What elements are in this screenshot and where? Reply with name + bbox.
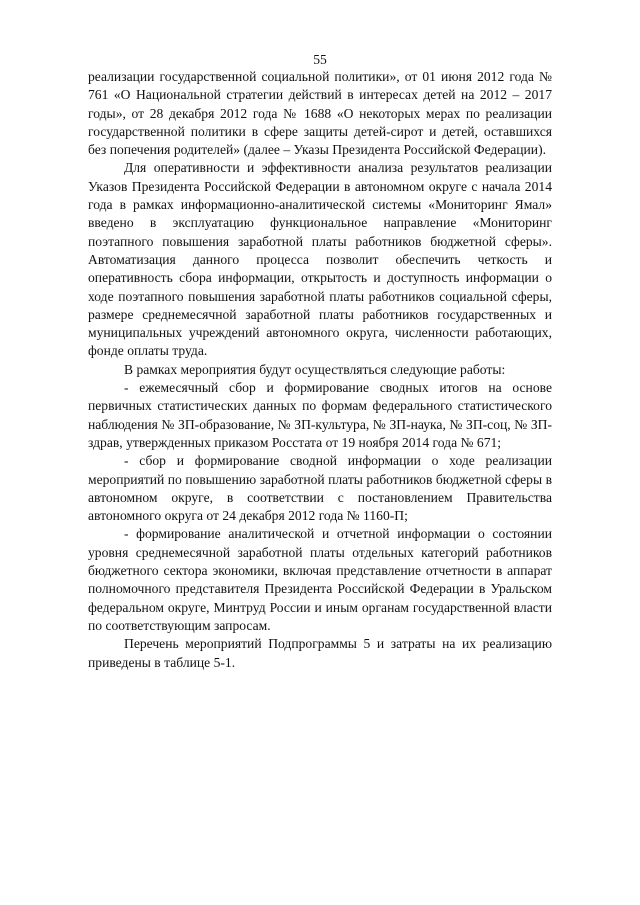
document-body — [88, 68, 552, 672]
page-number: 55 — [313, 52, 327, 67]
paragraph-works-intro: В рамках мероприятия будут осуществляться следующие работы: — [124, 361, 506, 377]
list-item-monthly-collection: - ежемесячный сбор и формирование сводных итогов на основе первичных статистических данных по формам федерального статистического наблюдения № ЗП-образование, № ЗП-культура, № ЗП-наука, № ЗП-соц, № ЗП-здрав, утвержденных приказом Росстата от 19 ноября 2014 года № 671; — [88, 380, 552, 450]
paragraph-monitoring-system: Для оперативности и эффективности анализа результатов реализации Указов Президента Российской Федерации в автономном округе с начала 2014 года в рамках информационно-аналитической системы «Мониторинг Ямал» введено в эксплуатацию функциональное направление «Мониторинг поэтапного повышения заработной платы работников бюджетной сферы». Автоматизация данного процесса позволит обеспечить четкость и оперативность сбора информации, открытость и доступность информации о ходе поэтапного повышения заработной платы работников социальной сферы, размере среднемесячной заработной платы работников государственных и муниципальных учреждений автономного округа, численности работающих, фонде оплаты труда. — [88, 160, 552, 359]
list-item-summary-information: - сбор и формирование сводной информации о ходе реализации мероприятий по повышению заработной платы работников бюджетной сферы в автономном округе, в соответствии с постановлением Правительства автономного округа от 24 декабря 2012 года № 1160-П; — [88, 453, 552, 524]
list-item-analytical-reporting: - формирование аналитической и отчетной информации о состоянии уровня среднемесячной заработной платы отдельных категорий работников бюджетного сектора экономики, включая представление отчетности в аппарат полномочного представителя Президента Российской Федерации в Уральском федеральном округе, Минтруд России и иным органам государственной власти по соответствующим запросам. — [88, 526, 552, 633]
paragraph-table-reference: Перечень мероприятий Подпрограммы 5 и затраты на их реализацию приведены в таблице 5-1. — [88, 636, 552, 670]
paragraph-decrees-continued: реализации государственной социальной политики», от 01 июня 2012 года № 761 «О Национальной стратегии действий в интересах детей на 2012 – 2017 годы», от 28 декабря 2012 года № 1688 «О некоторых мерах по реализации государственной политики в сфере защиты детей-сирот и детей, оставшихся без попечения родителей» (далее – Указы Президента Российской Федерации). — [88, 69, 552, 158]
